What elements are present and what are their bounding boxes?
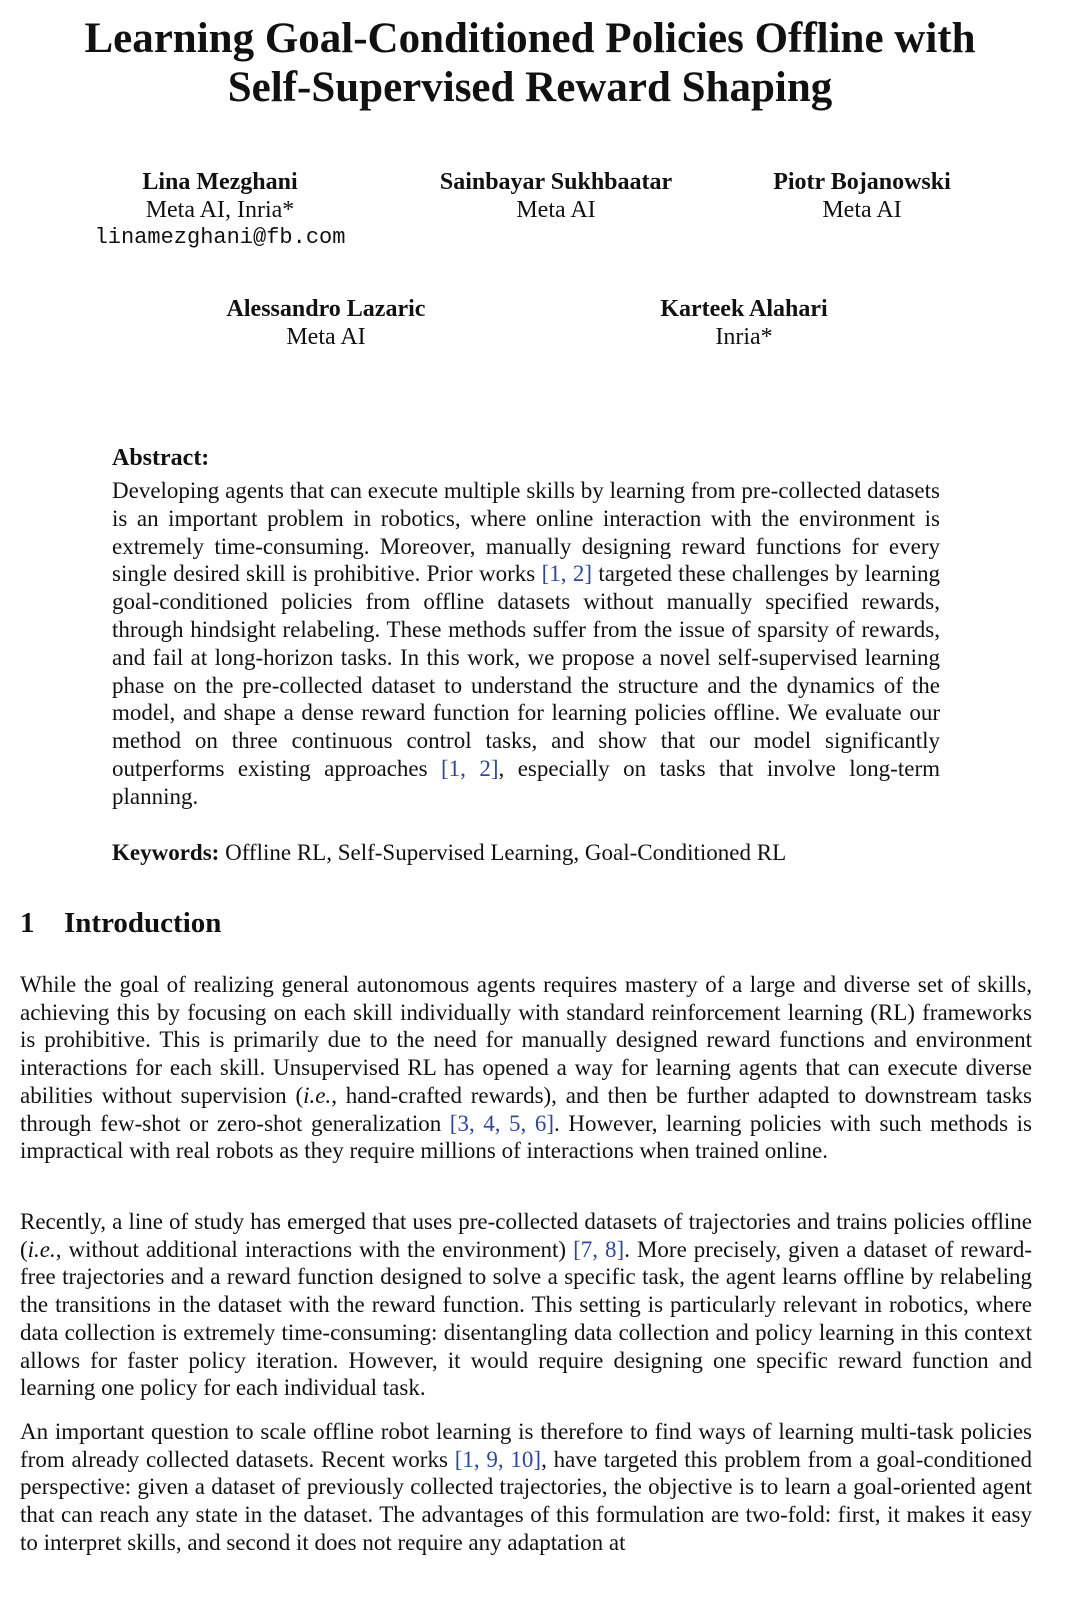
abstract-text: Developing agents that can execute multiple skills by learning from pre-collected datasets is an important problem in robotics, where online interaction with the environment is extremely time-consuming. Moreover, manually designing reward functions for every single desired skill is prohibitive. Prior works [1, 2] targeted these challenges by learning goal-conditioned policies from offline datasets without manually specified rewards, through hindsight relabeling. These methods suffer from the issue of sparsity of rewards, and fail at long-horizon tasks. In this work, we propose a novel self-supervised learning phase on the pre-collected dataset to understand the structure and the dynamics of the model, and shape a dense reward function for learning policies offline. We evaluate our method on three continuous control tasks, and show that our model significantly outperforms existing approaches [1, 2], especially on tasks that involve long-term planning. [112,478,940,809]
author-block [196,295,456,351]
paper-title-line-1: Learning Goal-Conditioned Policies Offline with [84,15,976,62]
author-affiliation: Meta AI [822,197,902,223]
author-name: Piotr Bojanowski [773,169,951,195]
author-block [624,295,864,351]
author-email[interactable]: linamezghani@fb.com [94,225,346,250]
italic-text: i.e. [27,1236,56,1262]
author-block [60,168,380,252]
author-block [410,168,702,224]
body-paragraph: While the goal of realizing general autonomous agents requires mastery of a large and diverse set of skills, achieving this by focusing on each skill individually with standard reinforcement learning (RL) frameworks is prohibitive. This is primarily due to the need for manually designed reward functions and environment interactions for each skill. Unsupervised RL has opened a way for learning agents that can execute diverse abilities without supervision (i.e., hand-crafted rewards), and then be further adapted to downstream tasks through few-shot or zero-shot generalization [3, 4, 5, 6]. However, learning policies with such methods is impractical with real robots as they require millions of interactions when trained online. [20,972,1032,1164]
author-affiliation: Meta AI, Inria* [145,197,295,223]
author-name: Karteek Alahari [660,296,828,322]
citation-link[interactable]: [7, 8] [573,1236,625,1262]
italic-text: i.e. [303,1082,332,1108]
body-paragraph: An important question to scale offline robot learning is therefore to find ways of learning multi-task policies from already collected datasets. Recent works [1, 9, 10], have targeted this problem from a goal-conditioned perspective: given a dataset of previously collected trajectories, the objective is to learn a goal-oriented agent that can reach any state in the dataset. The advantages of this formulation are two-fold: first, it makes it easy to interpret skills, and second it does not require any adaptation at [20,1419,1032,1555]
citation-link[interactable]: [1, 9, 10] [454,1446,542,1472]
section-heading [20,906,221,940]
section-number: 1 [20,907,35,939]
author-affiliation: Meta AI [516,197,596,223]
citation-link[interactable]: [1, 2] [441,755,499,781]
section-title: Introduction [64,907,222,939]
keywords-line [112,839,940,867]
keywords-list: Offline RL, Self-Supervised Learning, Goal-Conditioned RL [225,840,787,865]
paper-title-line-2: Self-Supervised Reward Shaping [227,64,833,111]
citation-link[interactable]: [1, 2] [541,561,592,587]
author-name: Alessandro Lazaric [226,296,426,322]
author-block [742,168,982,224]
citation-link[interactable]: [3, 4, 5, 6] [449,1110,555,1136]
author-affiliation: Meta AI [286,324,366,350]
body-paragraph: Recently, a line of study has emerged that uses pre-collected datasets of trajectories and trains policies offline (i.e., without additional interactions with the environment) [7, 8]. More precisely, given a dataset of reward-free trajectories and a reward function designed to solve a specific task, the agent learns offline by relabeling the transitions in the dataset with the reward function. This setting is particularly relevant in robotics, where data collection is extremely time-consuming: disentangling data collection and policy learning in this context allows for faster policy iteration. However, it would require designing one specific reward function and learning one policy for each individual task. [20,1209,1032,1401]
author-name: Sainbayar Sukhbaatar [439,169,673,195]
abstract-heading: Abstract: [112,445,210,471]
author-name: Lina Mezghani [142,169,298,195]
keywords-label: Keywords: [112,840,220,865]
paper-title [0,14,1060,112]
author-affiliation: Inria* [715,324,773,350]
